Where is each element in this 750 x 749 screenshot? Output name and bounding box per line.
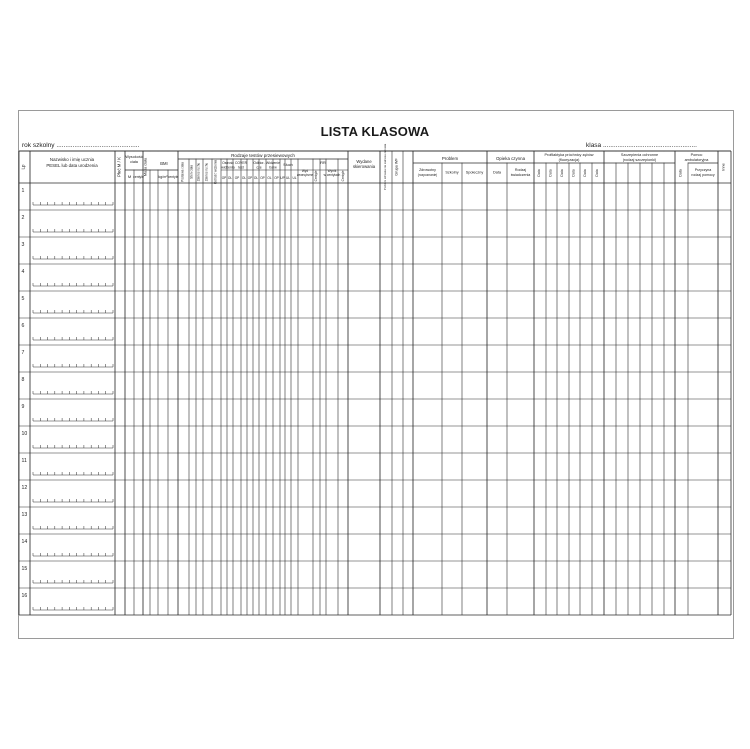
school-year-field[interactable]: rok szkolny .............................................. xyxy=(22,142,140,149)
row-number: 13 xyxy=(21,512,28,518)
class-field[interactable]: klasa .................................................... xyxy=(586,142,697,149)
fluoride-date-label: Data xyxy=(548,169,553,177)
ambulatory-help-header-2: ambulatoryjna xyxy=(684,158,709,162)
pesel-header: PESEL lub data urodzenia xyxy=(46,163,98,168)
lp-header: Lp xyxy=(20,164,26,170)
test-side-label: OP xyxy=(221,176,227,180)
row-number: 15 xyxy=(21,566,28,572)
rr-left-label-2: zewnętrzne xyxy=(296,173,314,177)
problem-health-label: Zdrowotny xyxy=(419,168,436,172)
care-type-label: Rodzaj xyxy=(514,168,527,172)
cover-test-header-2: test xyxy=(238,165,244,170)
row-number: 4 xyxy=(21,269,25,275)
receptive-header-2: cze xyxy=(256,165,262,170)
row-number: 6 xyxy=(21,323,25,329)
posture-header: Postawa ciała xyxy=(180,162,185,182)
color-vision-header-2: barw xyxy=(269,165,277,170)
bmi-kg-label: kg/m² xyxy=(158,175,168,179)
rr-right-label-2: w centylach xyxy=(323,173,341,177)
row-number: 9 xyxy=(21,404,25,410)
rr-left-label: Wyd xyxy=(301,169,309,173)
test-side-label: OP xyxy=(247,176,253,180)
rr-right-label: Wynik xyxy=(327,169,337,173)
fluoride-date-label: Data xyxy=(595,169,599,177)
range-header-2: Zakres ruchu xyxy=(204,162,209,182)
vaccination-header-2: (rodzaj szczepionki) xyxy=(622,158,657,162)
row-number: 16 xyxy=(21,593,28,599)
fluoride-date-label: Data xyxy=(537,169,541,177)
height-header-2: ciała xyxy=(130,160,138,164)
test-side-label: OL xyxy=(253,176,259,180)
row-number: 7 xyxy=(21,350,25,356)
referrals-header: Wydane xyxy=(356,159,372,164)
acuity-header-2: widzenia xyxy=(221,165,235,170)
row-number: 1 xyxy=(21,188,25,194)
help-reason-label-2: rodzaj pomocy xyxy=(691,173,715,177)
test-side-label: OL xyxy=(241,176,247,180)
row-number: 8 xyxy=(21,377,25,383)
range-header: Zakres ruchu xyxy=(196,162,201,182)
row-number: 5 xyxy=(21,296,25,302)
problem-school-label: Szkolny xyxy=(445,170,459,175)
row-number: 2 xyxy=(21,215,25,221)
caries-prevention-header-2: (fluoryzacja) xyxy=(558,158,580,162)
color-vision-header: Widzenie xyxy=(266,161,280,165)
fluoride-date-label: Data xyxy=(583,169,587,177)
height-header: Wysokość xyxy=(125,155,143,159)
name-header: Nazwisko i imię ucznia xyxy=(49,157,95,162)
fluoride-date-label: Data xyxy=(560,169,564,177)
vision-header: Ostrość widzenia xyxy=(213,159,218,185)
hearing-header: Słuch xyxy=(283,163,293,167)
test-side-label: UL xyxy=(285,176,291,180)
row-number: 10 xyxy=(21,431,28,437)
height-centyle-label: centyle xyxy=(133,175,144,179)
receptive-header: Odbior- xyxy=(253,161,265,165)
row-number: 3 xyxy=(21,242,25,248)
care-type-label-2: świadczenia xyxy=(510,173,531,177)
test-side-label: OP xyxy=(234,176,240,180)
rr-centyle-label: Centyle xyxy=(314,170,318,182)
help-date-label: Data xyxy=(678,169,683,177)
acuity-header: Ostrość xyxy=(222,161,234,165)
care-date-label: Data xyxy=(492,170,502,175)
test-side-label: OL xyxy=(227,176,233,180)
bmi-header: BMI xyxy=(160,161,168,166)
row-number: 11 xyxy=(21,458,27,464)
problem-social-label: Społeczny xyxy=(465,170,484,175)
test-side-label: OP xyxy=(274,176,279,180)
rr-header: RR xyxy=(320,161,326,165)
page-title: LISTA KLASOWA xyxy=(320,124,430,139)
referrals-header-2: skierowania xyxy=(352,164,376,169)
rr-centyle-label-2: Centyle xyxy=(341,170,345,182)
test-side-label: UL xyxy=(292,176,297,180)
problem-header: Problem xyxy=(441,156,459,161)
help-reason-label: Przyczyna xyxy=(694,168,712,172)
row-number: 12 xyxy=(21,485,28,491)
bmi-centyle-label: centyle xyxy=(167,175,179,179)
cover-test-header: COVER xyxy=(234,161,248,165)
vaccination-header: Szczepienia ochronne xyxy=(620,153,659,157)
row-number: 14 xyxy=(21,539,28,545)
problem-health-label-2: (rozpoznanie) xyxy=(417,173,438,177)
test-side-label: OL xyxy=(267,176,272,180)
weight-header: Masa ciała xyxy=(143,157,148,177)
active-care-header: Opieka czynna xyxy=(495,156,526,161)
sex-header: Płeć M / K xyxy=(116,156,122,178)
health-problem-header: Problem zdrowia nie zakresu zdrowia xyxy=(383,143,387,191)
screening-tests-header: Rodzaje testów przesiewowych xyxy=(231,153,295,158)
fluoride-date-label: Data xyxy=(571,169,576,177)
caries-prevention-header: Profilaktyka próchnicy zębów xyxy=(544,153,594,157)
spine-header: Sten ciała xyxy=(189,165,194,179)
other-header: Inne xyxy=(721,163,726,171)
test-side-label: UP xyxy=(280,176,285,180)
test-side-label: OP xyxy=(260,176,265,180)
ambulatory-help-header: Pomoc xyxy=(690,153,703,157)
height-m-label: M xyxy=(127,174,132,179)
pe-group-header: Grupa WF xyxy=(394,158,399,176)
